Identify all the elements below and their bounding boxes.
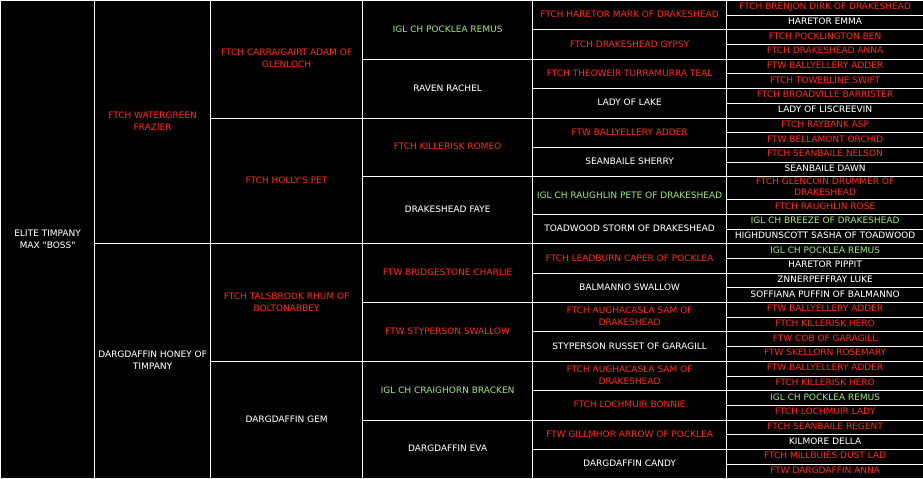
ancestor-gen5: ZNNERPEFFRAY LUKE	[727, 273, 923, 288]
ancestor-gen4: FTCH AUGHACASLA SAM OF DRAKESHEAD	[533, 361, 727, 390]
ancestor-gen5: HARETOR EMMA	[727, 15, 923, 30]
ancestor-gen2: DARGDAFFIN GEM	[211, 361, 363, 479]
ancestor-gen4: BALMANNO SWALLOW	[533, 273, 727, 302]
ancestor-gen5: FTCH KILLERISK HERO	[727, 317, 923, 332]
ancestor-gen5: IGL CH BREEZE OF DRAKESHEAD	[727, 214, 923, 229]
ancestor-gen3: DRAKESHEAD FAYE	[363, 177, 533, 244]
ancestor-gen5: FTW BALLYELLERY ADDER	[727, 303, 923, 318]
ancestor-gen4: FTW GILLMHOR ARROW OF POCKLEA	[533, 420, 727, 449]
ancestor-gen5: FTCH LOCHMUIR LADY	[727, 405, 923, 420]
ancestor-gen4: STYPERSON RUSSET OF GARAGILL	[533, 332, 727, 361]
ancestor-gen5: HARETOR PIPPIT	[727, 259, 923, 274]
ancestor-gen4: FTCH DRAKESHEAD GYPSY	[533, 30, 727, 59]
ancestor-gen5: KILMORE DELLA	[727, 435, 923, 450]
ancestor-gen3: IGL CH CRAIGHORN BRACKEN	[363, 361, 533, 420]
ancestor-gen4: FTCH HARETOR MARK OF DRAKESHEAD	[533, 1, 727, 30]
ancestor-gen5: FTCH BROADVILLE BARRISTER	[727, 89, 923, 104]
ancestor-gen4: SEANBAILE SHERRY	[533, 147, 727, 176]
ancestor-gen5: FTCH DRAKESHEAD ANNA	[727, 45, 923, 60]
ancestor-gen4: TOADWOOD STORM OF DRAKESHEAD	[533, 214, 727, 243]
pedigree-body	[1, 1, 923, 479]
ancestor-gen5: FTCH GLENCOIN DRUMMER OF DRAKESHEAD	[727, 177, 923, 200]
ancestor-gen3: RAVEN RACHEL	[363, 59, 533, 118]
ancestor-gen5: FTCH RAYBANK ASP	[727, 118, 923, 133]
subject-dog: ELITE TIMPANY MAX "BOSS"	[1, 1, 95, 479]
ancestor-gen4: FTW BALLYELLERY ADDER	[533, 118, 727, 147]
ancestor-gen5: LADY OF LISCREEVIN	[727, 103, 923, 118]
ancestor-gen5: FTCH BRENJON DIRK OF DRAKESHEAD	[727, 1, 923, 16]
ancestor-gen3: FTW STYPERSON SWALLOW	[363, 303, 533, 362]
ancestor-gen5: FTCH TOWERLINE SWIFT	[727, 74, 923, 89]
ancestor-gen3: DARGDAFFIN EVA	[363, 420, 533, 479]
ancestor-gen3: IGL CH POCKLEA REMUS	[363, 1, 533, 60]
ancestor-gen5: FTCH POCKLINGTON BEN	[727, 30, 923, 45]
ancestor-gen4: LADY OF LAKE	[533, 89, 727, 118]
ancestor-gen5: IGL CH POCKLEA REMUS	[727, 391, 923, 406]
ancestor-gen5: FTCH SEANBAILE REGENT	[727, 420, 923, 435]
ancestor-gen5: HIGHDUNSCOTT SASHA OF TOADWOOD	[727, 229, 923, 244]
ancestor-gen5: FTCH MILLBUIES DUST LAD	[727, 449, 923, 464]
ancestor-gen4: FTCH AUGHACASLA SAM OF DRAKESHEAD	[533, 303, 727, 332]
ancestor-gen5: FTW SKELLORN ROSEMARY	[727, 347, 923, 362]
ancestor-gen5: FTW COB OF GARAGILL	[727, 332, 923, 347]
ancestor-gen4: FTCH LOCHMUIR BONNIE	[533, 391, 727, 420]
ancestor-gen5: FTW BELLAMONT ORCHID	[727, 133, 923, 148]
ancestor-gen5: SOFFIANA PUFFIN OF BALMANNO	[727, 288, 923, 303]
ancestor-gen4: FTCH LEADBURN CAPER OF POCKLEA	[533, 244, 727, 273]
ancestor-gen2: FTCH CARRAIGAIRT ADAM OF GLENLOCH	[211, 1, 363, 119]
ancestor-gen5: FTW BALLYELLERY ADDER	[727, 361, 923, 376]
ancestor-gen5: FTCH SEANBAILE NELSON	[727, 147, 923, 162]
pedigree-row	[1, 1, 923, 16]
ancestor-gen5: FTW DARGDAFFIN ANNA	[727, 464, 923, 479]
ancestor-gen2: FTCH HOLLY'S PET	[211, 118, 363, 244]
ancestor-gen4: FTCH THEOWEIR TURRAMURRA TEAL	[533, 59, 727, 88]
pedigree-row	[1, 244, 923, 259]
ancestor-gen5: IGL CH POCKLEA REMUS	[727, 244, 923, 259]
ancestor-gen5: FTCH RAUGHLIN ROSE	[727, 200, 923, 215]
ancestor-gen2: FTCH TALSBROOK RHUM OF BOLTONABBEY	[211, 244, 363, 362]
ancestor-gen1: DARGDAFFIN HONEY OF TIMPANY	[95, 244, 211, 479]
ancestor-gen5: FTW BALLYELLERY ADDER	[727, 59, 923, 74]
ancestor-gen1: FTCH WATERGREEN FRAZIER	[95, 1, 211, 244]
ancestor-gen4: IGL CH RAUGHLIN PETE OF DRAKESHEAD	[533, 177, 727, 215]
ancestor-gen5: FTCH KILLERISK HERO	[727, 376, 923, 391]
ancestor-gen5: SEANBAILE DAWN	[727, 162, 923, 177]
ancestor-gen3: FTCH KILLERISK ROMEO	[363, 118, 533, 177]
ancestor-gen4: DARGDAFFIN CANDY	[533, 449, 727, 478]
ancestor-gen3: FTW BRIDGESTONE CHARLIE	[363, 244, 533, 303]
